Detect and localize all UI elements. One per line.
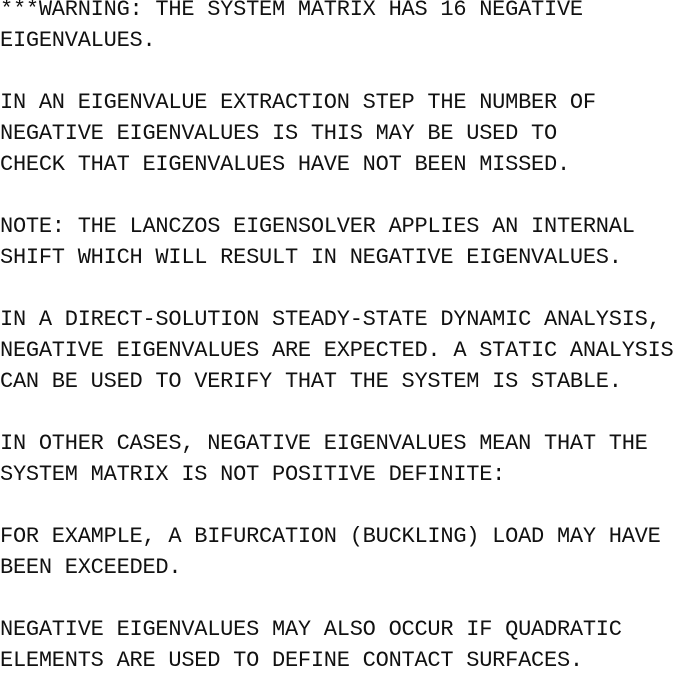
example-paragraph — [0, 521, 685, 583]
contact-surfaces-line: ELEMENTS ARE USED TO DEFINE CONTACT SURFACES. — [0, 648, 583, 673]
warning-line: ***WARNING: THE SYSTEM MATRIX HAS 16 NEGATIVE — [0, 0, 583, 22]
note-line: NOTE: THE LANCZOS EIGENSOLVER APPLIES AN INTERNAL — [0, 214, 635, 239]
other-cases-line: IN OTHER CASES, NEGATIVE EIGENVALUES MEAN THAT THE — [0, 431, 648, 456]
warning-paragraph — [0, 0, 685, 56]
explanation-line: NEGATIVE EIGENVALUES IS THIS MAY BE USED TO — [0, 121, 557, 146]
note-line: SHIFT WHICH WILL RESULT IN NEGATIVE EIGENVALUES. — [0, 245, 622, 270]
contact-surfaces-line: NEGATIVE EIGENVALUES MAY ALSO OCCUR IF QUADRATIC — [0, 617, 622, 642]
note-paragraph — [0, 211, 685, 273]
explanation-line: IN AN EIGENVALUE EXTRACTION STEP THE NUMBER OF — [0, 90, 596, 115]
steady-state-line: CAN BE USED TO VERIFY THAT THE SYSTEM IS STABLE. — [0, 369, 622, 394]
warning-line: EIGENVALUES. — [0, 28, 156, 53]
example-line: FOR EXAMPLE, A BIFURCATION (BUCKLING) LOAD MAY HAVE — [0, 524, 661, 549]
explanation-paragraph — [0, 87, 685, 180]
example-line: BEEN EXCEEDED. — [0, 555, 182, 580]
explanation-line: CHECK THAT EIGENVALUES HAVE NOT BEEN MISSED. — [0, 152, 570, 177]
other-cases-line: SYSTEM MATRIX IS NOT POSITIVE DEFINITE: — [0, 462, 506, 487]
steady-state-paragraph — [0, 304, 685, 397]
other-cases-paragraph — [0, 428, 685, 490]
steady-state-line: NEGATIVE EIGENVALUES ARE EXPECTED. A STATIC ANALYSIS — [0, 338, 674, 363]
steady-state-line: IN A DIRECT-SOLUTION STEADY-STATE DYNAMIC ANALYSIS, — [0, 307, 661, 332]
